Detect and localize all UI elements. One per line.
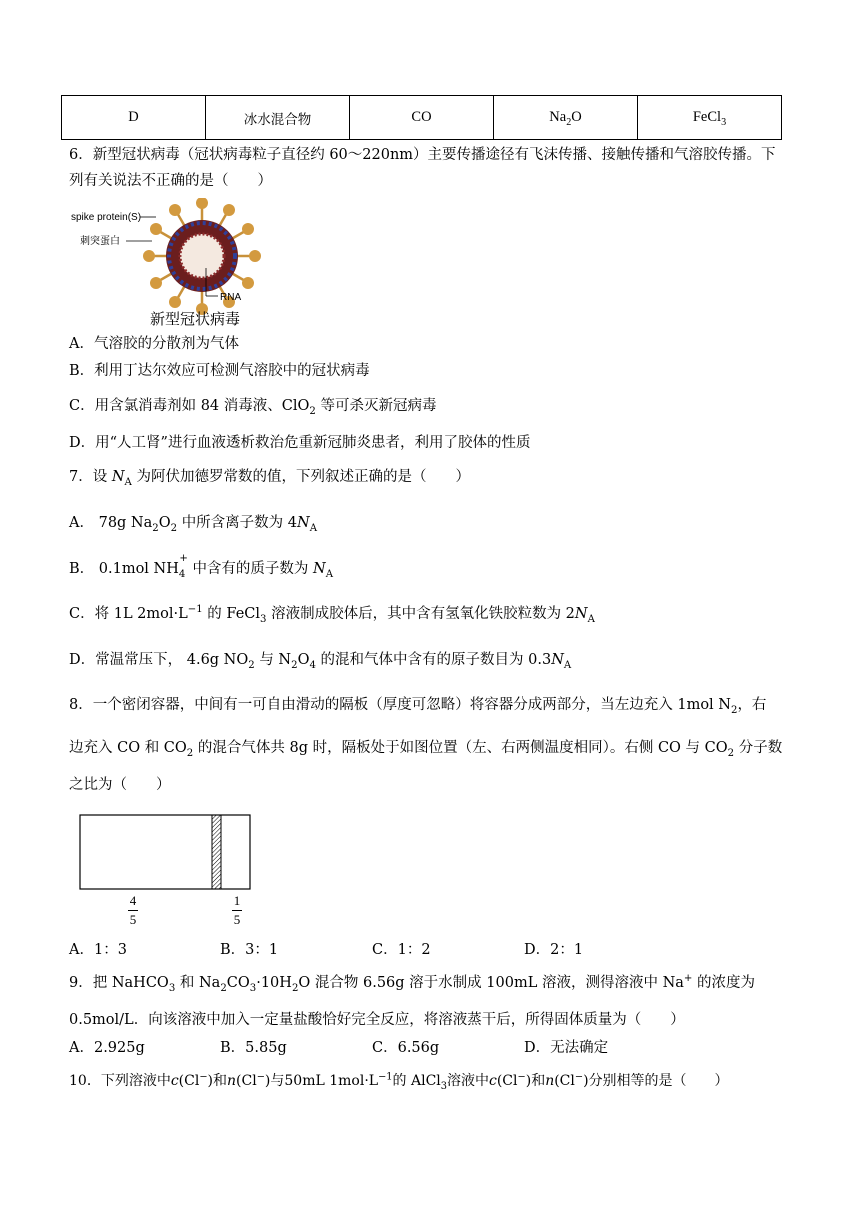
q8-option-c: C．1：2 [372, 942, 431, 958]
table-cell-label: D [62, 96, 206, 140]
virus-image [143, 198, 261, 315]
left-fraction: $\frac{4}{5}$ [129, 893, 137, 927]
answer-table [61, 95, 782, 140]
q6-option-d: D．用“人工肾”进行血液透析救治危重新冠肺炎患者，利用了胶体的性质 [69, 435, 531, 451]
q8-option-d: D．2：1 [524, 942, 584, 958]
q6-line2: 列有关说法不正确的是（ ） [69, 173, 272, 189]
q6-line1: 6．新型冠状病毒（冠状病毒粒子直径约 60～220nm）主要传播途径有飞沫传播、接触传播和气溶胶传播。下 [69, 147, 776, 163]
q9-line1: 9．把 NaHCO$_3$ 和 $Na_2CO_3\cdot 10H_2O$ 混合物 6.56g 溶于水制成 100mL 溶液，测得溶液中 Na+ 的浓度为 [69, 973, 756, 994]
partition [212, 815, 221, 889]
table-cell-na2o: $Na_2O$ [494, 96, 638, 140]
q8-option-a: A．1：3 [69, 942, 127, 958]
container-box [80, 815, 250, 889]
q6-option-b: B．利用丁达尔效应可检测气溶胶中的冠状病毒 [69, 363, 370, 379]
spike-label: spike protein(S) [71, 212, 142, 223]
q7-option-c: C．将 1L $2mol\cdot L^{-1}$ 的 FeCl$_3$ 溶液制成胶体后，其中含有氢氧化铁胶粒数为 $2N_A$ [69, 604, 595, 625]
spike-cn-label: 刺突蛋白 [80, 236, 120, 247]
q6-option-c: C．用含氯消毒剂如 84 消毒液、ClO$_2$ 等可杀灭新冠病毒 [69, 398, 437, 417]
q9-option-b: B．5.85g [220, 1040, 287, 1056]
q8-line1: 8．一个密闭容器，中间有一可自由滑动的隔板（厚度可忽略）将容器分成两部分，当左边充入 1mol $N_2$，右 [69, 697, 767, 716]
q7-option-b: B． 0.1mol $NH_4^+$ 中含有的质子数为 $N_A$ [69, 553, 334, 580]
q9-option-d: D．无法确定 [524, 1040, 609, 1056]
q8-line2: 边充入 CO 和 $CO_2$ 的混合气体共 8g 时，隔板处于如图位置（左、右两侧温度相同）。右侧 CO 与 $CO_2$ 分子数 [69, 740, 783, 759]
container-figure [78, 813, 254, 925]
q8-line3: 之比为（ ） [69, 777, 171, 793]
virus-title: 新型冠状病毒 [150, 310, 241, 328]
q7-option-d: D．常温常压下， 4.6g $NO_2$ 与 $N_2O_4$ 的混和气体中含有的原子数目为 $0.3N_A$ [69, 652, 572, 671]
q7-stem: 7．设 $N_A$ 为阿伏加德罗常数的值，下列叙述正确的是（ ） [69, 469, 470, 488]
q10-stem: 10．下列溶液中c(Cl−)和n(Cl−)与50mL $1mol\cdot L^{-1}$的 AlCl$_3$溶液中c(Cl−)和n(Cl−)分别相等的是（ ） [69, 1071, 729, 1092]
q7-option-a: A． 78g $Na_2O_2$ 中所含离子数为 $4N_A$ [69, 515, 318, 534]
q9-option-c: C．6.56g [372, 1040, 440, 1056]
rna-label: RNA [220, 292, 242, 303]
q9-line2: 0.5mol/L．向该溶液中加入一定量盐酸恰好完全反应，将溶液蒸干后，所得固体质量为（ ） [69, 1012, 685, 1028]
table-cell: 冰水混合物 [206, 96, 350, 140]
table-row [62, 96, 782, 140]
table-cell: CO [350, 96, 494, 140]
q8-option-b: B．3：1 [220, 942, 279, 958]
q6-option-a: A．气溶胶的分散剂为气体 [69, 336, 239, 352]
virus-figure [68, 198, 268, 330]
q9-option-a: A．2.925g [69, 1040, 145, 1056]
right-fraction: $\frac{1}{5}$ [233, 893, 241, 927]
table-cell-fecl3: FeCl$_3$ [638, 96, 782, 140]
